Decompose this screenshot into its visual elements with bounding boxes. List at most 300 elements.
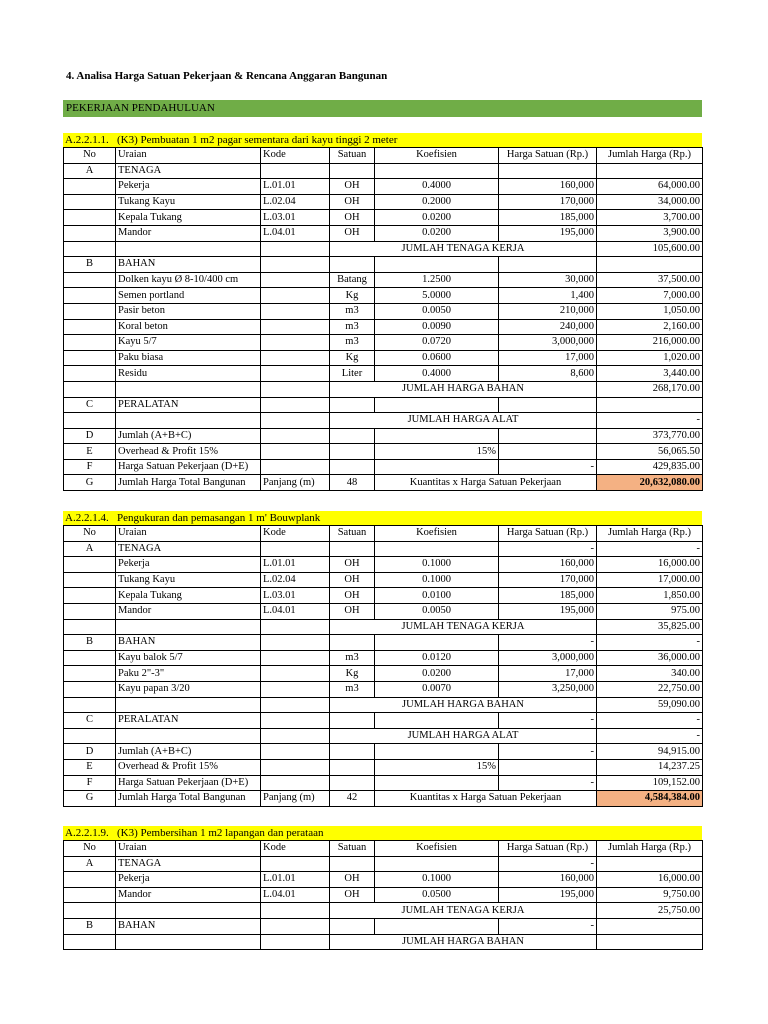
- analysis-block: [63, 511, 702, 807]
- table-row: [64, 713, 703, 729]
- subtotal-value: -: [597, 728, 703, 744]
- table-cell: [261, 713, 330, 729]
- table-cell: [64, 241, 116, 257]
- table-cell: m3: [330, 303, 375, 319]
- table-cell: [261, 666, 330, 682]
- column-header: Kode: [261, 526, 330, 542]
- column-header: Harga Satuan (Rp.): [499, 148, 597, 164]
- table-cell: [330, 444, 375, 460]
- table-cell: Kepala Tukang: [116, 210, 261, 226]
- table-cell: -: [499, 635, 597, 651]
- table-cell: E: [64, 759, 116, 775]
- table-cell: 0.0050: [375, 303, 499, 319]
- table-row: [64, 856, 703, 872]
- table-cell: [330, 163, 375, 179]
- section-title: PEKERJAAN PENDAHULUAN: [63, 100, 702, 117]
- table-cell: Mandor: [116, 603, 261, 619]
- table-cell: 64,000.00: [597, 179, 703, 195]
- table-cell: [597, 918, 703, 934]
- table-row: [64, 541, 703, 557]
- column-header: Satuan: [330, 148, 375, 164]
- table-cell: Semen portland: [116, 288, 261, 304]
- table-cell: 0.0200: [375, 225, 499, 241]
- table-cell: 373,770.00: [597, 428, 703, 444]
- table-cell: 185,000: [499, 588, 597, 604]
- table-header-row: [64, 148, 703, 164]
- table-cell: m3: [330, 650, 375, 666]
- table-row: [64, 475, 703, 491]
- table-cell: 7,000.00: [597, 288, 703, 304]
- table-cell: 0.0200: [375, 666, 499, 682]
- table-cell: 0.0200: [375, 210, 499, 226]
- table-cell: L.01.01: [261, 872, 330, 888]
- table-row: [64, 759, 703, 775]
- table-cell: 3,000,000: [499, 335, 597, 351]
- table-row: [64, 791, 703, 807]
- subtotal-label: JUMLAH HARGA ALAT: [330, 413, 597, 429]
- table-row: [64, 335, 703, 351]
- table-cell: [116, 619, 261, 635]
- table-cell: [261, 413, 330, 429]
- table-cell: [261, 619, 330, 635]
- table-row: [64, 459, 703, 475]
- table-row: [64, 918, 703, 934]
- table-cell: 185,000: [499, 210, 597, 226]
- table-cell: 0.1000: [375, 872, 499, 888]
- table-row: [64, 697, 703, 713]
- table-cell: 16,000.00: [597, 557, 703, 573]
- table-cell: B: [64, 635, 116, 651]
- table-cell: [597, 856, 703, 872]
- table-cell: [64, 272, 116, 288]
- table-cell: -: [499, 744, 597, 760]
- table-row: [64, 603, 703, 619]
- table-cell: 2,160.00: [597, 319, 703, 335]
- table-cell: 170,000: [499, 194, 597, 210]
- table-cell: [261, 459, 330, 475]
- table-cell: 1,850.00: [597, 588, 703, 604]
- subtotal-value: 105,600.00: [597, 241, 703, 257]
- table-row: [64, 887, 703, 903]
- table-cell: [499, 444, 597, 460]
- table-cell: 210,000: [499, 303, 597, 319]
- table-cell: [64, 350, 116, 366]
- table-row: [64, 872, 703, 888]
- table-row: [64, 194, 703, 210]
- table-cell: [64, 381, 116, 397]
- table-cell: 109,152.00: [597, 775, 703, 791]
- table-cell: 0.1000: [375, 557, 499, 573]
- column-header: Koefisien: [375, 148, 499, 164]
- column-header: No: [64, 148, 116, 164]
- table-cell: [64, 588, 116, 604]
- table-cell: 160,000: [499, 872, 597, 888]
- table-cell: [261, 697, 330, 713]
- block-header: [63, 133, 702, 147]
- column-header: Jumlah Harga (Rp.): [597, 841, 703, 857]
- table-row: [64, 572, 703, 588]
- table-cell: [64, 303, 116, 319]
- table-cell: OH: [330, 194, 375, 210]
- table-cell: L.04.01: [261, 225, 330, 241]
- table-cell: D: [64, 428, 116, 444]
- table-row: [64, 210, 703, 226]
- table-row: [64, 728, 703, 744]
- column-header: Koefisien: [375, 526, 499, 542]
- block-title: (K3) Pembuatan 1 m2 pagar sementara dari kayu tinggi 2 meter: [117, 134, 398, 146]
- table-cell: [375, 635, 499, 651]
- table-cell: 3,700.00: [597, 210, 703, 226]
- table-cell: C: [64, 397, 116, 413]
- table-cell: OH: [330, 557, 375, 573]
- table-row: [64, 288, 703, 304]
- table-cell: Panjang (m): [261, 791, 330, 807]
- table-cell: [261, 428, 330, 444]
- table-cell: [261, 918, 330, 934]
- table-cell: [330, 856, 375, 872]
- table-cell: [375, 397, 499, 413]
- table-cell: -: [499, 713, 597, 729]
- table-cell: 0.2000: [375, 194, 499, 210]
- table-row: [64, 163, 703, 179]
- table-cell: [375, 459, 499, 475]
- table-cell: 8,600: [499, 366, 597, 382]
- table-cell: 30,000: [499, 272, 597, 288]
- table-cell: OH: [330, 603, 375, 619]
- table-cell: [261, 163, 330, 179]
- table-cell: 216,000.00: [597, 335, 703, 351]
- table-cell: D: [64, 744, 116, 760]
- block-code: A.2.2.1.1.: [65, 134, 109, 146]
- table-row: [64, 666, 703, 682]
- table-cell: [330, 635, 375, 651]
- table-cell: Panjang (m): [261, 475, 330, 491]
- table-row: [64, 775, 703, 791]
- table-row: [64, 366, 703, 382]
- table-cell: 3,440.00: [597, 366, 703, 382]
- table-cell: BAHAN: [116, 918, 261, 934]
- table-row: [64, 397, 703, 413]
- table-cell: TENAGA: [116, 541, 261, 557]
- analysis-table: [63, 525, 703, 807]
- table-cell: L.03.01: [261, 210, 330, 226]
- table-row: [64, 619, 703, 635]
- block-title: (K3) Pembersihan 1 m2 lapangan dan perataan: [117, 827, 324, 839]
- table-header-row: [64, 841, 703, 857]
- table-cell: Jumlah Harga Total Bangunan: [116, 475, 261, 491]
- table-cell: Tukang Kayu: [116, 194, 261, 210]
- table-cell: -: [499, 541, 597, 557]
- table-cell: -: [499, 775, 597, 791]
- table-cell: Residu: [116, 366, 261, 382]
- table-cell: Dolken kayu Ø 8-10/400 cm: [116, 272, 261, 288]
- table-cell: 0.0720: [375, 335, 499, 351]
- table-cell: -: [597, 713, 703, 729]
- table-cell: [597, 257, 703, 273]
- table-cell: Pekerja: [116, 557, 261, 573]
- table-cell: Paku biasa: [116, 350, 261, 366]
- table-cell: Mandor: [116, 225, 261, 241]
- table-cell: 0.0070: [375, 681, 499, 697]
- table-cell: Batang: [330, 272, 375, 288]
- table-cell: [261, 241, 330, 257]
- table-cell: 5.0000: [375, 288, 499, 304]
- table-row: [64, 272, 703, 288]
- table-cell: Kepala Tukang: [116, 588, 261, 604]
- table-cell: [64, 728, 116, 744]
- table-cell: [116, 934, 261, 950]
- table-cell: -: [499, 918, 597, 934]
- table-cell: 0.0120: [375, 650, 499, 666]
- table-cell: A: [64, 541, 116, 557]
- table-cell: Kg: [330, 666, 375, 682]
- table-cell: Kayu balok 5/7: [116, 650, 261, 666]
- table-cell: [261, 681, 330, 697]
- subtotal-label: JUMLAH TENAGA KERJA: [330, 241, 597, 257]
- table-cell: m3: [330, 319, 375, 335]
- table-cell: [64, 179, 116, 195]
- table-cell: 34,000.00: [597, 194, 703, 210]
- table-cell: 1,020.00: [597, 350, 703, 366]
- subtotal-label: JUMLAH HARGA BAHAN: [330, 697, 597, 713]
- table-cell: 48: [330, 475, 375, 491]
- table-cell: [64, 697, 116, 713]
- table-cell: 17,000: [499, 666, 597, 682]
- table-cell: 1.2500: [375, 272, 499, 288]
- table-cell: [375, 428, 499, 444]
- table-cell: [261, 541, 330, 557]
- table-cell: [499, 163, 597, 179]
- table-cell: [330, 918, 375, 934]
- table-row: [64, 635, 703, 651]
- table-cell: [330, 459, 375, 475]
- table-cell: [64, 572, 116, 588]
- table-cell: [261, 319, 330, 335]
- table-cell: [261, 288, 330, 304]
- table-cell: [64, 619, 116, 635]
- table-cell: [261, 903, 330, 919]
- block-title: Pengukuran dan pemasangan 1 m' Bouwplank: [117, 512, 321, 524]
- table-cell: A: [64, 163, 116, 179]
- table-cell: [330, 759, 375, 775]
- table-cell: [375, 775, 499, 791]
- subtotal-label: JUMLAH TENAGA KERJA: [330, 903, 597, 919]
- table-row: [64, 257, 703, 273]
- table-cell: m3: [330, 681, 375, 697]
- table-cell: 17,000.00: [597, 572, 703, 588]
- table-cell: 15%: [375, 759, 499, 775]
- subtotal-label: JUMLAH TENAGA KERJA: [330, 619, 597, 635]
- subtotal-value: 25,750.00: [597, 903, 703, 919]
- analysis-table: [63, 840, 703, 950]
- block-header: [63, 511, 702, 525]
- table-cell: F: [64, 775, 116, 791]
- table-cell: [330, 428, 375, 444]
- quantity-formula: Kuantitas x Harga Satuan Pekerjaan: [375, 791, 597, 807]
- table-cell: [261, 744, 330, 760]
- table-cell: [499, 759, 597, 775]
- analysis-block: [63, 826, 702, 950]
- table-cell: 195,000: [499, 603, 597, 619]
- table-row: [64, 225, 703, 241]
- table-cell: [375, 918, 499, 934]
- column-header: Satuan: [330, 841, 375, 857]
- table-cell: [261, 303, 330, 319]
- table-cell: [330, 713, 375, 729]
- table-cell: 37,500.00: [597, 272, 703, 288]
- table-cell: 3,250,000: [499, 681, 597, 697]
- table-row: [64, 744, 703, 760]
- block-code: A.2.2.1.4.: [65, 512, 109, 524]
- table-cell: 0.4000: [375, 366, 499, 382]
- table-row: [64, 650, 703, 666]
- table-row: [64, 413, 703, 429]
- table-cell: 195,000: [499, 225, 597, 241]
- table-row: [64, 179, 703, 195]
- table-cell: [375, 257, 499, 273]
- table-row: [64, 319, 703, 335]
- table-cell: F: [64, 459, 116, 475]
- table-cell: [261, 272, 330, 288]
- table-cell: -: [499, 459, 597, 475]
- table-cell: L.02.04: [261, 572, 330, 588]
- table-cell: Jumlah Harga Total Bangunan: [116, 791, 261, 807]
- table-cell: PERALATAN: [116, 397, 261, 413]
- table-cell: 16,000.00: [597, 872, 703, 888]
- table-cell: Overhead & Profit 15%: [116, 759, 261, 775]
- table-cell: 160,000: [499, 179, 597, 195]
- column-header: Koefisien: [375, 841, 499, 857]
- grand-total-value: 20,632,080.00: [597, 475, 703, 491]
- column-header: Kode: [261, 841, 330, 857]
- table-cell: L.01.01: [261, 557, 330, 573]
- table-cell: TENAGA: [116, 856, 261, 872]
- table-cell: [330, 397, 375, 413]
- table-cell: m3: [330, 335, 375, 351]
- table-cell: [64, 681, 116, 697]
- table-cell: Harga Satuan Pekerjaan (D+E): [116, 775, 261, 791]
- subtotal-value: 268,170.00: [597, 381, 703, 397]
- table-cell: [330, 257, 375, 273]
- table-cell: [261, 759, 330, 775]
- table-cell: 0.0600: [375, 350, 499, 366]
- table-cell: [116, 697, 261, 713]
- subtotal-value: -: [597, 413, 703, 429]
- table-cell: L.04.01: [261, 887, 330, 903]
- table-cell: [261, 350, 330, 366]
- table-cell: 0.4000: [375, 179, 499, 195]
- table-cell: [375, 856, 499, 872]
- table-cell: -: [597, 541, 703, 557]
- table-cell: B: [64, 257, 116, 273]
- table-cell: Liter: [330, 366, 375, 382]
- table-cell: E: [64, 444, 116, 460]
- table-cell: Pasir beton: [116, 303, 261, 319]
- table-cell: [330, 744, 375, 760]
- table-cell: 56,065.50: [597, 444, 703, 460]
- table-cell: [261, 444, 330, 460]
- table-cell: Paku 2"-3": [116, 666, 261, 682]
- table-cell: [64, 194, 116, 210]
- table-cell: B: [64, 918, 116, 934]
- table-cell: [64, 335, 116, 351]
- column-header: Harga Satuan (Rp.): [499, 526, 597, 542]
- table-cell: Pekerja: [116, 872, 261, 888]
- page-title: 4. Analisa Harga Satuan Pekerjaan & Rencana Anggaran Bangunan: [66, 70, 388, 82]
- table-cell: Kg: [330, 350, 375, 366]
- table-cell: BAHAN: [116, 257, 261, 273]
- table-cell: [64, 288, 116, 304]
- table-cell: [64, 319, 116, 335]
- table-cell: 94,915.00: [597, 744, 703, 760]
- table-cell: 1,400: [499, 288, 597, 304]
- table-cell: 240,000: [499, 319, 597, 335]
- table-cell: [64, 603, 116, 619]
- table-cell: [375, 713, 499, 729]
- table-cell: [597, 397, 703, 413]
- column-header: Uraian: [116, 841, 261, 857]
- column-header: Kode: [261, 148, 330, 164]
- table-cell: 3,900.00: [597, 225, 703, 241]
- table-cell: [261, 728, 330, 744]
- table-cell: A: [64, 856, 116, 872]
- block-header: [63, 826, 702, 840]
- grand-total-value: 4,584,384.00: [597, 791, 703, 807]
- table-header-row: [64, 526, 703, 542]
- table-cell: 0.1000: [375, 572, 499, 588]
- table-cell: L.03.01: [261, 588, 330, 604]
- table-cell: [64, 366, 116, 382]
- table-cell: C: [64, 713, 116, 729]
- table-row: [64, 903, 703, 919]
- table-cell: [261, 335, 330, 351]
- subtotal-label: JUMLAH HARGA BAHAN: [330, 934, 597, 950]
- table-cell: 340.00: [597, 666, 703, 682]
- table-row: [64, 681, 703, 697]
- table-cell: Koral beton: [116, 319, 261, 335]
- table-cell: [64, 666, 116, 682]
- column-header: Satuan: [330, 526, 375, 542]
- table-cell: Jumlah (A+B+C): [116, 744, 261, 760]
- table-cell: OH: [330, 210, 375, 226]
- table-cell: PERALATAN: [116, 713, 261, 729]
- table-cell: [116, 381, 261, 397]
- quantity-formula: Kuantitas x Harga Satuan Pekerjaan: [375, 475, 597, 491]
- column-header: Uraian: [116, 526, 261, 542]
- table-cell: [116, 413, 261, 429]
- table-cell: 42: [330, 791, 375, 807]
- table-cell: [64, 934, 116, 950]
- table-row: [64, 350, 703, 366]
- table-cell: OH: [330, 225, 375, 241]
- column-header: Harga Satuan (Rp.): [499, 841, 597, 857]
- table-cell: 975.00: [597, 603, 703, 619]
- table-cell: [261, 397, 330, 413]
- table-cell: Overhead & Profit 15%: [116, 444, 261, 460]
- subtotal-label: JUMLAH HARGA ALAT: [330, 728, 597, 744]
- table-cell: OH: [330, 572, 375, 588]
- table-cell: [64, 903, 116, 919]
- table-cell: OH: [330, 179, 375, 195]
- table-cell: [116, 903, 261, 919]
- table-cell: [64, 887, 116, 903]
- column-header: Uraian: [116, 148, 261, 164]
- table-cell: G: [64, 791, 116, 807]
- table-cell: L.02.04: [261, 194, 330, 210]
- table-row: [64, 428, 703, 444]
- table-cell: [64, 650, 116, 666]
- table-cell: 17,000: [499, 350, 597, 366]
